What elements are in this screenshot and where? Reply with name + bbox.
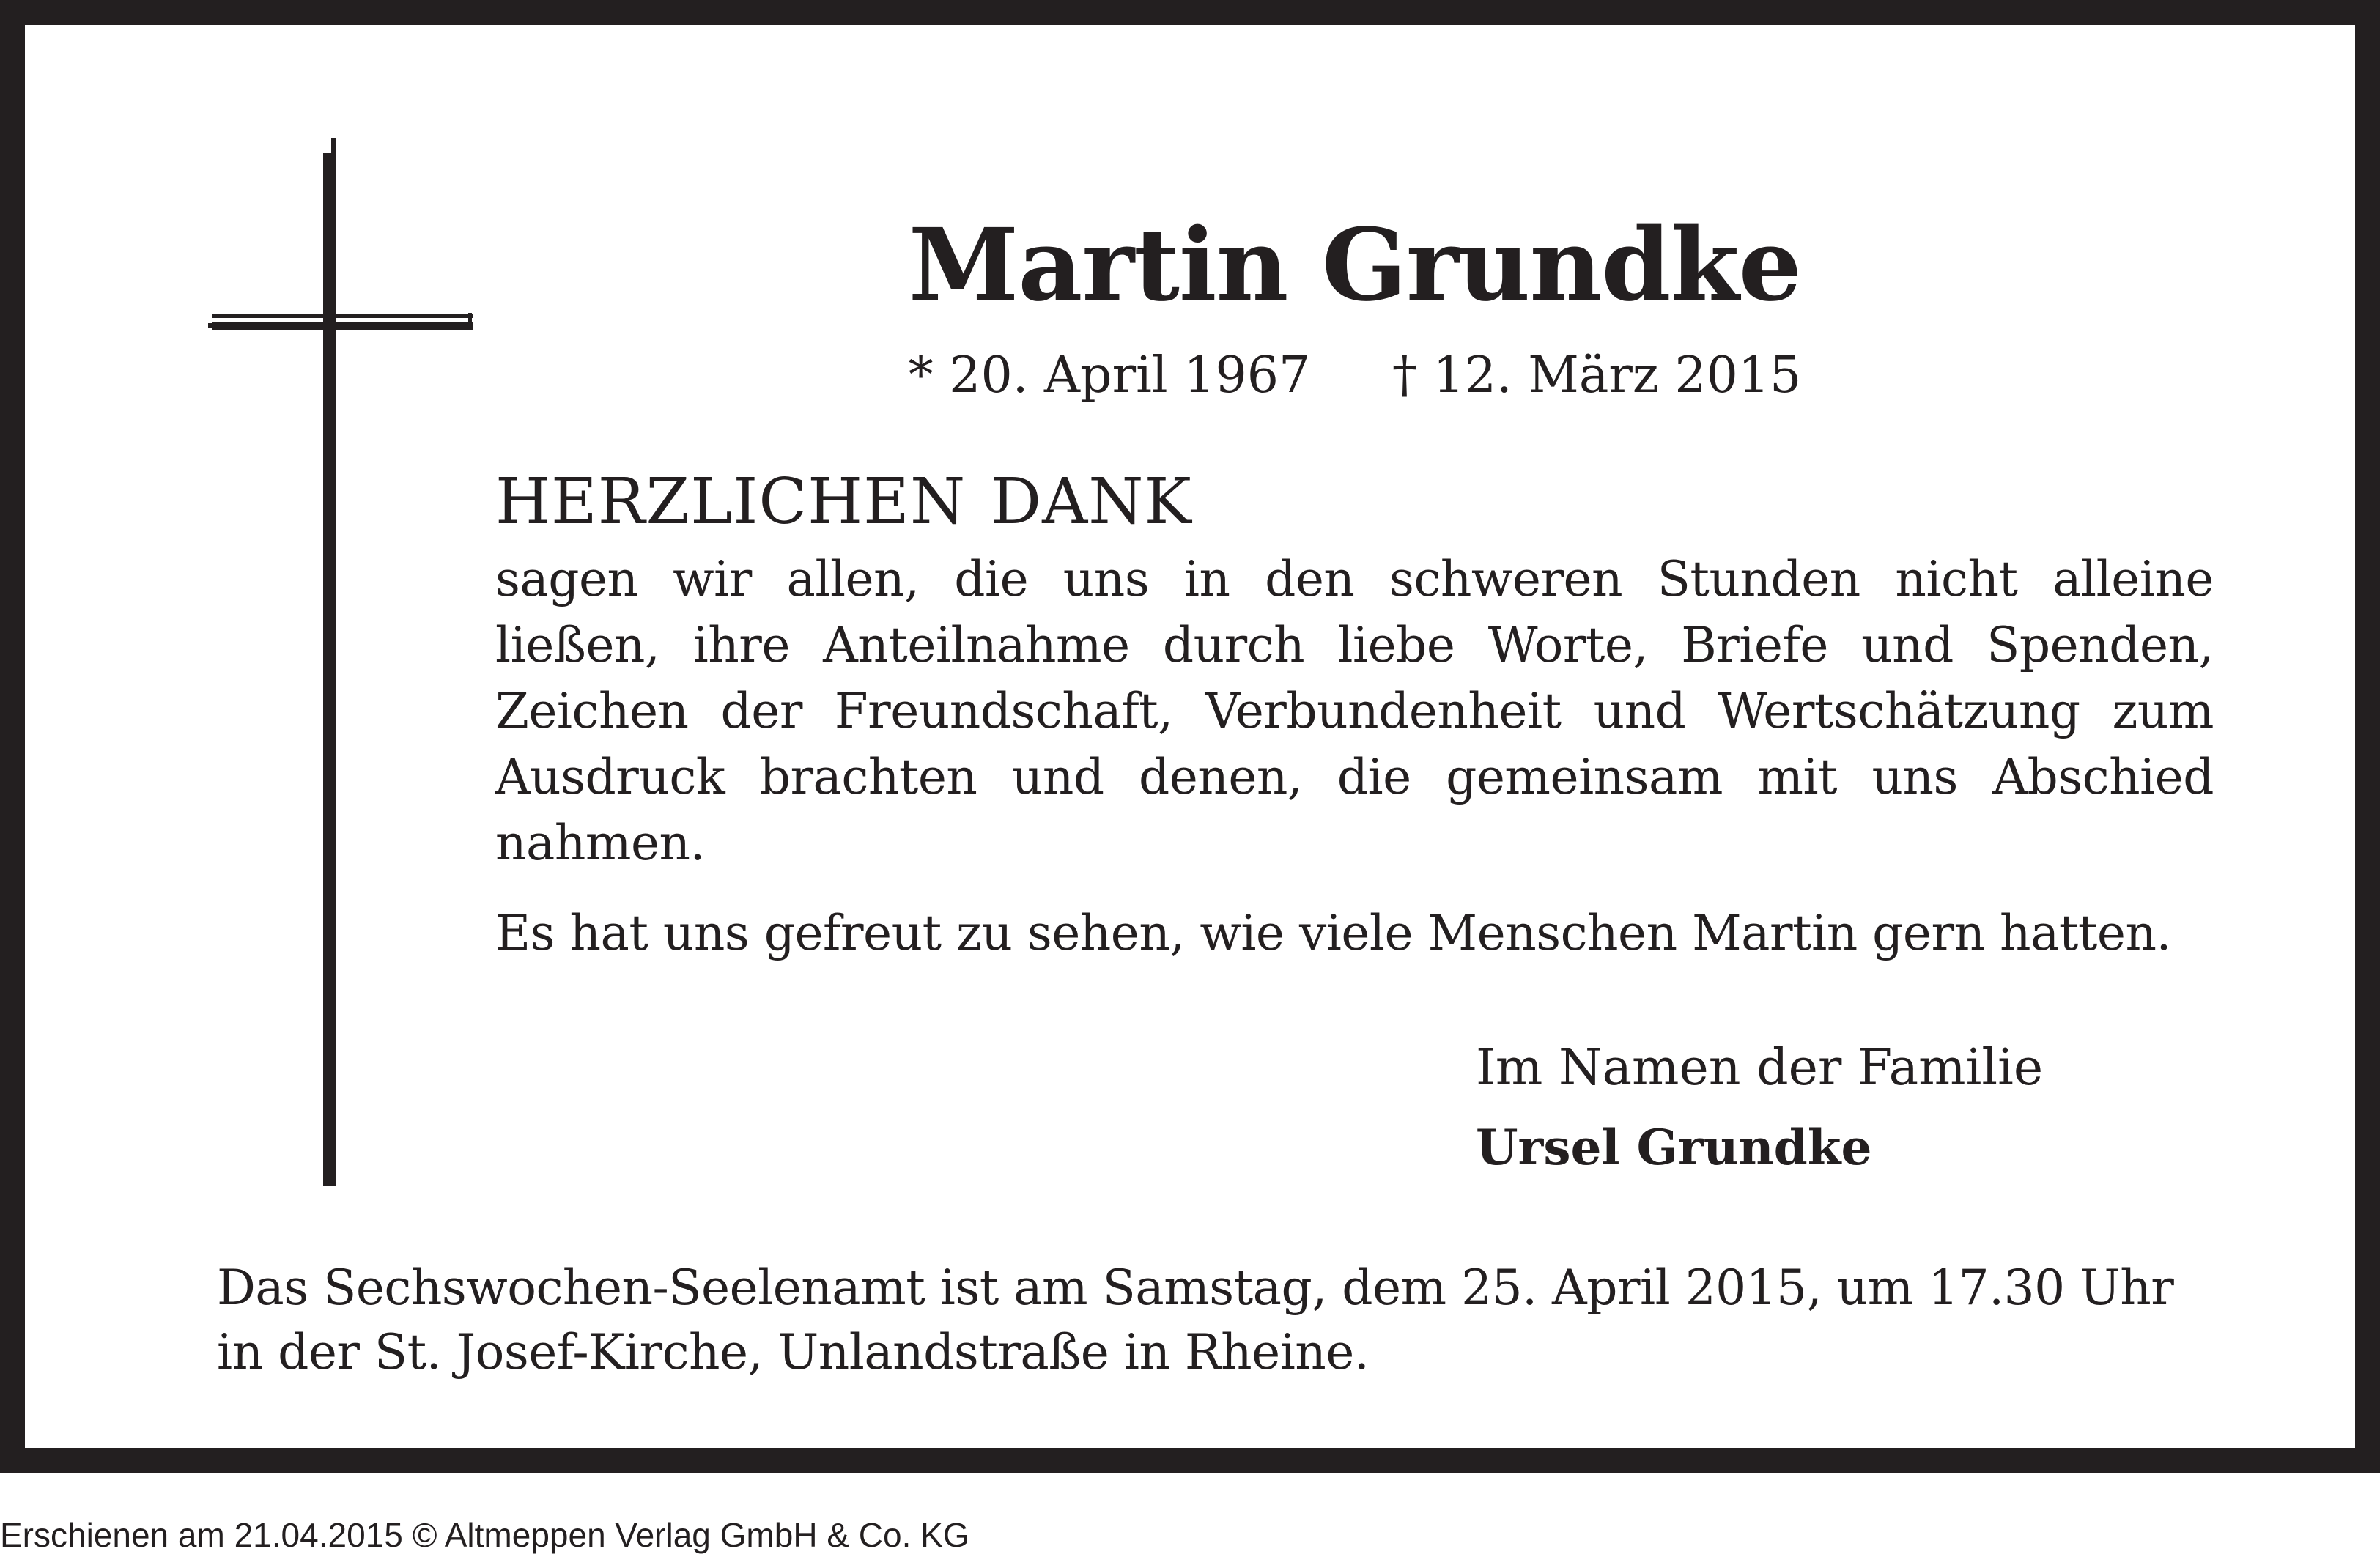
- thanks-heading-word-2: DANK: [991, 465, 1192, 539]
- thanks-heading-word-1: HERZLICHEN: [495, 465, 967, 539]
- service-announcement: [217, 1256, 2214, 1385]
- thanks-line: Ausdruck brachten und denen, die gemeinsam mit uns Abschied: [495, 749, 2214, 805]
- thanks-line: nahmen.: [495, 815, 705, 871]
- thanks-line: Zeichen der Freundschaft, Verbundenheit und Wertschätzung zum: [495, 683, 2214, 739]
- birth-date: * 20. April 1967: [908, 347, 1311, 404]
- deceased-name: Martin Grundke: [908, 207, 1802, 324]
- publication-credit: Erschienen am 21.04.2015 © Altmeppen Verlag GmbH & Co. KG: [0, 1516, 969, 1554]
- cross-icon: [208, 138, 473, 1186]
- service-line: Das Sechswochen-Seelenamt ist am Samstag, dem 25. April 2015, um 17.30 Uhr: [217, 1260, 2174, 1316]
- closing-sentence: Es hat uns gefreut zu sehen, wie viele Menschen Martin gern hatten.: [495, 905, 2171, 961]
- signature-intro: Im Namen der Familie: [1476, 1039, 2044, 1097]
- thanks-line: ließen, ihre Anteilnahme durch liebe Worte, Briefe und Spenden,: [495, 617, 2214, 673]
- thanks-paragraph: [495, 547, 2214, 876]
- life-dates: [758, 346, 1952, 406]
- thanks-heading: [495, 465, 1192, 540]
- signature-name: Ursel Grundke: [1476, 1119, 1872, 1176]
- thanks-line: sagen wir allen, die uns in den schweren Stunden nicht alleine: [495, 551, 2214, 607]
- death-date: † 12. März 2015: [1392, 347, 1802, 404]
- service-line: in der St. Josef-Kirche, Unlandstraße in Rheine.: [217, 1324, 1370, 1380]
